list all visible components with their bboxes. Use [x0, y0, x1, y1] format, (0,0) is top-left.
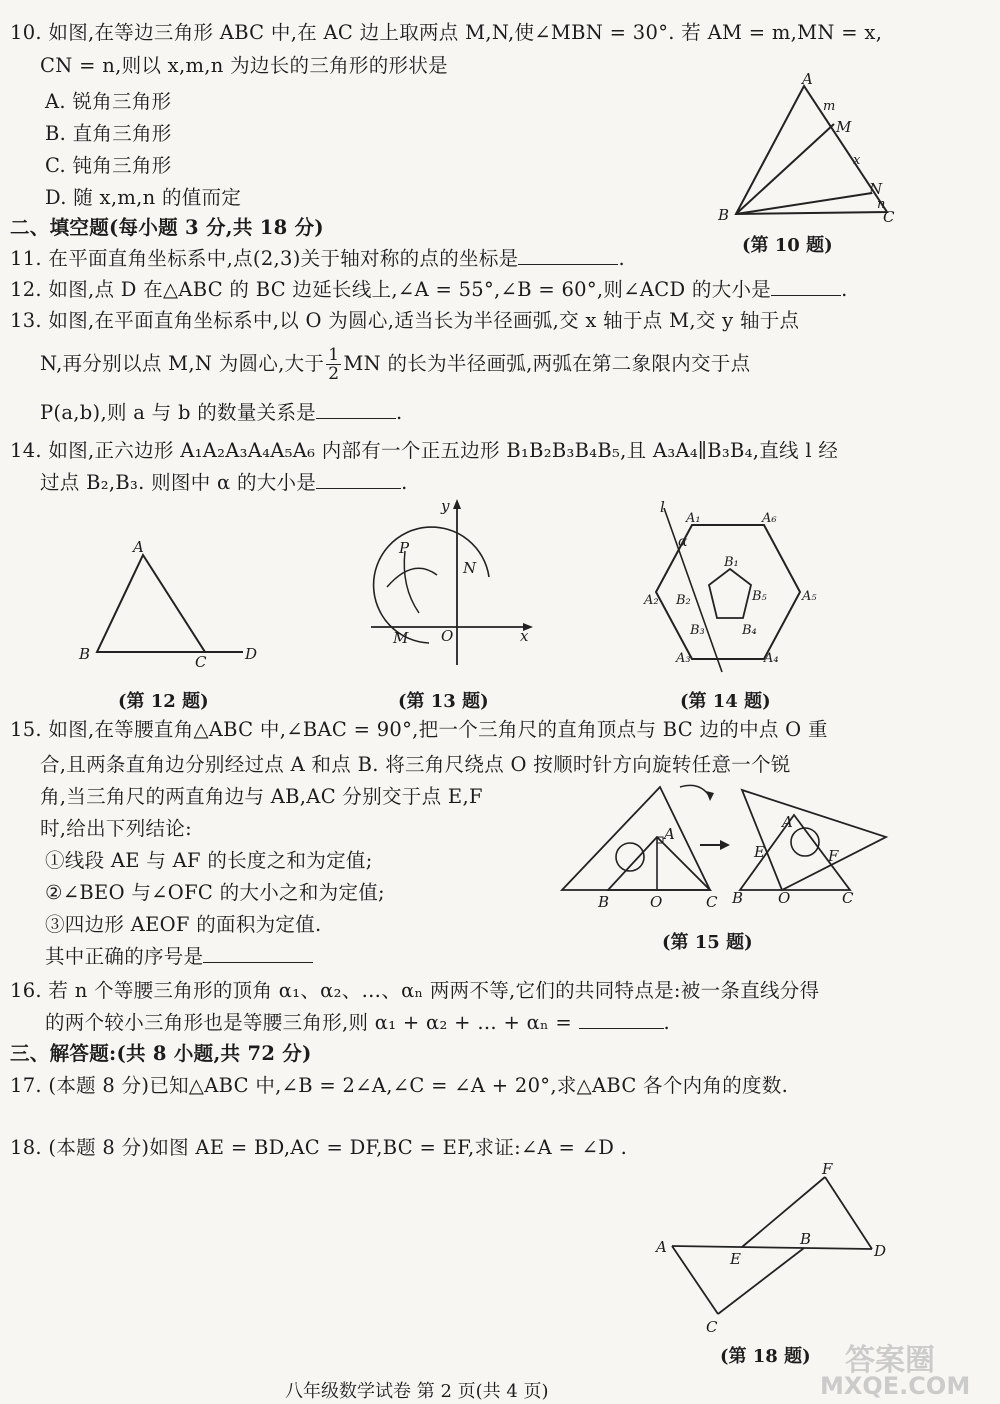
figure-15	[550, 775, 895, 915]
section2-title: 二、填空题(每小题 3 分,共 18 分)	[10, 216, 324, 239]
fig15-left-label-B: B	[598, 893, 610, 911]
page-footer: 八年级数学试卷 第 2 页(共 4 页)	[285, 1381, 549, 1402]
q13-line1: 13. 如图,在平面直角坐标系中,以 O 为圆心,适当长为半径画弧,交 x 轴于点 M,交 y 轴于点	[10, 309, 800, 332]
q16-line1: 16. 若 n 个等腰三角形的顶角 α₁、α₂、…、αₙ 两两不等,它们的共同特点是:被一条直线分得	[10, 979, 820, 1002]
fig18-label-E: E	[730, 1250, 741, 1268]
fig14-label-l: l	[660, 498, 665, 516]
fig15-right-label-E: E	[754, 843, 765, 861]
fig12-label-B: B	[79, 645, 91, 663]
fig15-right-label-O: O	[778, 889, 791, 907]
fig13-label-O: O	[441, 627, 454, 645]
fig14-label-A1: A₁	[686, 511, 701, 526]
fig15-right-label-A: A	[782, 813, 793, 831]
q15-line4: 时,给出下列结论:	[40, 817, 192, 840]
fig13-label-x: x	[520, 627, 529, 645]
fig14-label-B3: B₃	[690, 623, 705, 638]
q10-line2: CN = n,则以 x,m,n 为边长的三角形的形状是	[40, 54, 448, 77]
q10-option-c: C. 钝角三角形	[45, 154, 172, 177]
figure-10	[700, 70, 900, 250]
q17-text: 17. (本题 8 分)已知△ABC 中,∠B = 2∠A,∠C = ∠A + 20°,求△ABC 各个内角的度数.	[10, 1074, 789, 1097]
fig14-label-B5: B₅	[752, 589, 767, 604]
q10-caption: (第 10 题)	[742, 235, 833, 256]
fig13-label-y: y	[441, 497, 450, 515]
fig14-label-A2: A₂	[644, 593, 659, 608]
fig10-label-A: A	[802, 70, 813, 88]
fig13-label-N: N	[463, 559, 477, 577]
q16-line2: 的两个较小三角形也是等腰三角形,则 α₁ + α₂ + … + αₙ = .	[45, 1011, 671, 1034]
q12-caption: (第 12 题)	[118, 691, 209, 712]
q15-line2: 合,且两条直角边分别经过点 A 和点 B. 将三角尺绕点 O 按顺时针方向旋转任意一个锐	[40, 753, 791, 776]
fig14-label-B2: B₂	[676, 593, 691, 608]
fig10-label-B: B	[718, 206, 730, 224]
fig12-label-A: A	[133, 538, 144, 556]
fig10-label-n: n	[877, 197, 886, 212]
q10-line1: 10. 如图,在等边三角形 ABC 中,在 AC 边上取两点 M,N,使∠MBN = 30°. 若 AM = m,MN = x,	[10, 21, 883, 44]
fig14-label-B1: B₁	[724, 555, 739, 570]
fig14-label-A3: A₃	[676, 651, 691, 666]
fig10-label-x: x	[853, 153, 861, 168]
figure-13	[365, 495, 545, 675]
fig12-label-C: C	[195, 653, 207, 671]
watermark-site: MXQE.COM	[820, 1372, 971, 1400]
fig10-label-m: m	[823, 99, 836, 114]
q13-line2: N,再分别以点 M,N 为圆心,大于 $\frac{1}{2}$ MN 的长为半径画弧,两弧在第二象限内交于点	[40, 345, 751, 384]
fig14-label-A6: A₆	[762, 511, 777, 526]
q14-caption: (第 14 题)	[680, 691, 771, 712]
q15-conclusion-3: ③四边形 AEOF 的面积为定值.	[45, 913, 322, 936]
fig15-left-label-C: C	[706, 893, 718, 911]
q18-caption: (第 18 题)	[720, 1346, 811, 1367]
q14-line2: 过点 B₂,B₃. 则图中 α 的大小是 .	[40, 471, 408, 494]
q10-option-a: A. 锐角三角形	[45, 90, 172, 113]
q10-option-d: D. 随 x,m,n 的值而定	[45, 186, 242, 209]
fig10-label-N: N	[869, 180, 883, 198]
q15-caption: (第 15 题)	[662, 932, 753, 953]
q13-caption: (第 13 题)	[398, 691, 489, 712]
q18-text: 18. (本题 8 分)如图 AE = BD,AC = DF,BC = EF,求证:∠A = ∠D .	[10, 1136, 628, 1159]
q15-line1: 15. 如图,在等腰直角△ABC 中,∠BAC = 90°,把一个三角尺的直角顶点与 BC 边的中点 O 重	[10, 718, 828, 741]
fig15-left-label-A: A	[664, 825, 675, 843]
watermark-brand: 答案圈	[845, 1343, 935, 1378]
q10-option-b: B. 直角三角形	[45, 122, 172, 145]
q15-conclusion-1: ①线段 AE 与 AF 的长度之和为定值;	[45, 849, 373, 872]
figure-18	[650, 1160, 900, 1340]
q14-line1: 14. 如图,正六边形 A₁A₂A₃A₄A₅A₆ 内部有一个正五边形 B₁B₂B₃B₄B₅,且 A₃A₄∥B₃B₄,直线 l 经	[10, 439, 839, 462]
fig15-right-label-F: F	[828, 847, 839, 865]
fig18-label-A: A	[656, 1238, 667, 1256]
figure-12	[75, 535, 275, 670]
fig13-label-P: P	[399, 539, 410, 557]
q13-line3: P(a,b),则 a 与 b 的数量关系是 .	[40, 401, 403, 424]
one-half-fraction: $\frac{1}{2}$	[328, 345, 340, 384]
q12-text: 12. 如图,点 D 在△ABC 的 BC 边延长线上,∠A = 55°,∠B = 60°,则∠ACD 的大小是 .	[10, 278, 848, 301]
fig15-left-label-O: O	[650, 893, 663, 911]
fig14-label-alpha: α	[678, 534, 688, 550]
fig18-label-D: D	[874, 1242, 887, 1260]
fig10-label-M: M	[836, 118, 852, 136]
fig13-label-M: M	[393, 629, 409, 647]
fig15-right-label-B: B	[732, 889, 744, 907]
fig14-label-A5: A₅	[802, 589, 817, 604]
q11-text: 11. 在平面直角坐标系中,点(2,3)关于轴对称的点的坐标是 .	[10, 247, 625, 270]
fig15-right-label-C: C	[842, 889, 854, 907]
figure-14	[640, 500, 840, 680]
fig10-label-C: C	[883, 208, 895, 226]
fig18-label-F: F	[822, 1160, 833, 1178]
fig12-label-D: D	[245, 645, 258, 663]
fig18-label-C: C	[706, 1318, 718, 1336]
section3-title: 三、解答题:(共 8 小题,共 72 分)	[10, 1042, 312, 1065]
q15-ask: 其中正确的序号是	[45, 944, 313, 970]
q15-conclusion-2: ②∠BEO 与∠OFC 的大小之和为定值;	[45, 881, 385, 904]
fig14-label-A4: A₄	[764, 651, 779, 666]
q15-line3: 角,当三角尺的两直角边与 AB,AC 分别交于点 E,F	[40, 785, 483, 808]
fig14-label-B4: B₄	[742, 623, 757, 638]
fig18-label-B: B	[800, 1230, 812, 1248]
